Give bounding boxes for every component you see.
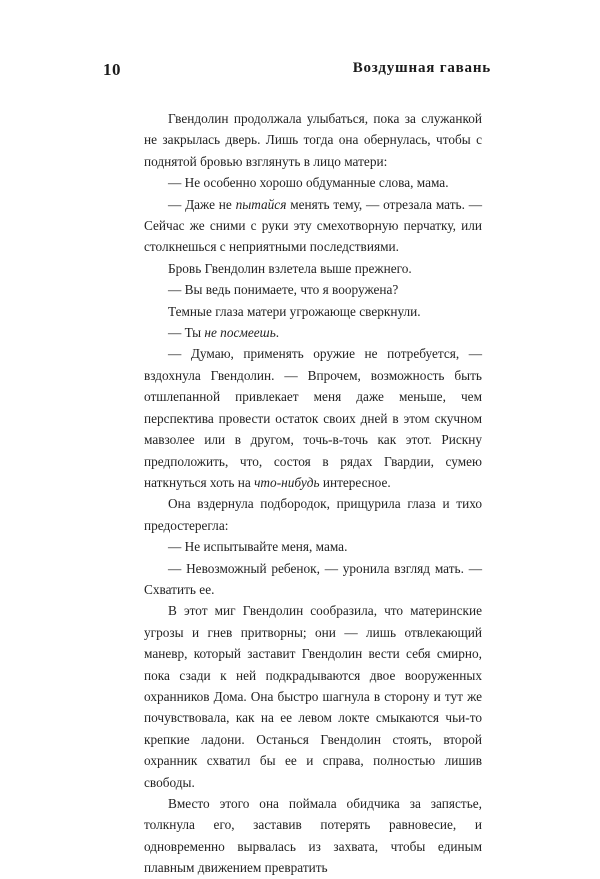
dialogue-line [144, 343, 482, 493]
dialogue-line [144, 322, 482, 343]
text-run: интересное. [319, 474, 391, 490]
text-run: . [275, 325, 280, 341]
dialogue-line: — Не особенно хорошо обдуманные слова, мама. [168, 175, 449, 191]
book-title: Воздушная гавань [352, 60, 491, 76]
text-run: менять тему, — отрезала мать. — Сейчас же сними с руки эту смехотворную перчатку, или столкнешься с неприятными последствиями. [144, 196, 482, 255]
text-run: — Ты [168, 325, 205, 341]
paragraph: Она вздернула подбородок, прищурила глаза и тихо предостерегла: [144, 496, 482, 533]
dialogue-line: — Невозможный ребенок, — уронила взгляд мать. — Схватить ее. [144, 560, 482, 597]
body-text [144, 108, 482, 879]
paragraph: Темные глаза матери угрожающе сверкнули. [168, 303, 421, 319]
emphasis: пытайся [235, 196, 287, 212]
paragraph: В этот миг Гвендолин сообразила, что материнские угрозы и гнев притворны; они — лишь отвлекающий маневр, который заставит Гвендолин вести себя смирно, пока сзади к ней подкрадываются двое вооруженных охранников Дома. Она быстро шагнула в сторону и тут же почувствовала, как на ее левом локте смыкаются чьи-то крепкие ладони. Останься Гвендолин стоять, второй охранник схватил бы ее и справа, полностью лишив свободы. [144, 603, 482, 790]
running-head [103, 60, 491, 82]
dialogue-line [144, 194, 482, 258]
paragraph: Бровь Гвендолин взлетела выше прежнего. [168, 260, 412, 276]
dialogue-line: — Вы ведь понимаете, что я вооружена? [168, 282, 399, 298]
emphasis: не посмеешь [204, 325, 276, 341]
text-run: — Даже не [168, 196, 236, 212]
emphasis: что-нибудь [254, 474, 320, 490]
page-number: 10 [103, 60, 121, 79]
dialogue-line: — Не испытывайте меня, мама. [168, 539, 348, 555]
text-run: — Думаю, применять оружие не потребуется, — вздохнула Гвендолин. — Впрочем, возможность быть отшлепанной привлекает меня даже меньше, чем перспектива провести остаток своих дней в этом скучном мавзолее или в другом, точь-в-точь как этот. Рискну предположить, что, состоя в рядах Гвардии, сумею наткнуться хоть на [144, 346, 482, 490]
paragraph: Вместо этого она поймала обидчика за запястье, толкнула его, заставив потерять равновесие, и одновременно вырвалась из захвата, чтобы единым плавным движением превратить [144, 796, 482, 876]
paragraph: Гвендолин продолжала улыбаться, пока за служанкой не закрылась дверь. Лишь тогда она обернулась, чтобы с поднятой бровью взглянуть в лицо матери: [144, 111, 482, 169]
